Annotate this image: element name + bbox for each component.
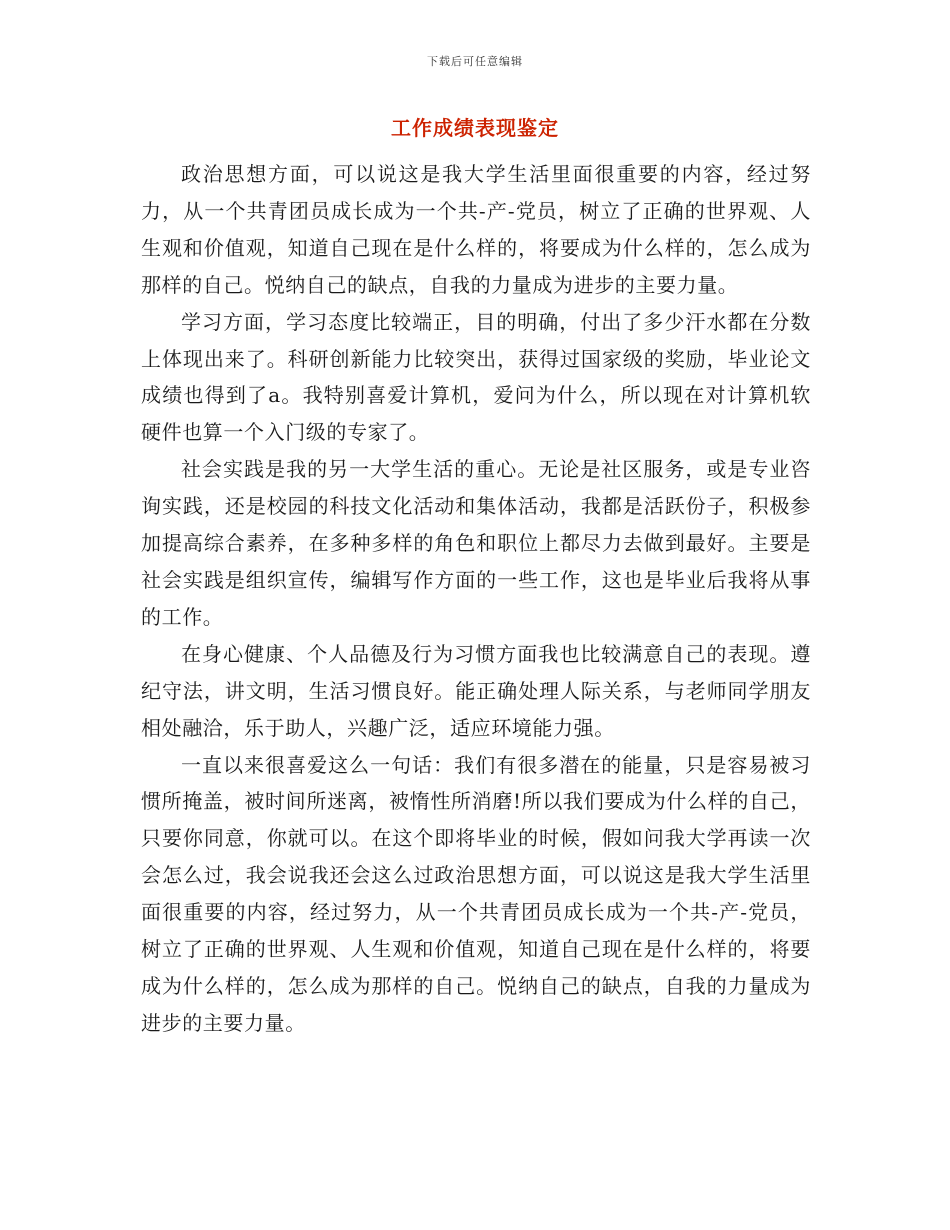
paragraph-social-practice: 社会实践是我的另一大学生活的重心。无论是社区服务，或是专业咨询实践，还是校园的科技文化活动和集体活动，我都是活跃份子，积极参加提高综合素养，在多种多样的角色和职位上都尽力去做到最好。主要是社会实践是组织宣传，编辑写作方面的一些工作，这也是毕业后我将从事的工作。: [141, 457, 811, 629]
document-body: [141, 156, 811, 1042]
page-title: 工作成绩表现鉴定: [391, 116, 559, 140]
paragraph-health-character: 在身心健康、个人品德及行为习惯方面我也比较满意自己的表现。遵纪守法，讲文明，生活习惯良好。能正确处理人际关系，与老师同学朋友相处融洽，乐于助人，兴趣广泛，适应环境能力强。: [141, 641, 811, 740]
paragraph-political: 政治思想方面，可以说这是我大学生活里面很重要的内容，经过努力，从一个共青团员成长成为一个共-产-党员，树立了正确的世界观、人生观和价值观，知道自己现在是什么样的，将要成为什么样的，怎么成为那样的自己。悦纳自己的缺点，自我的力量成为进步的主要力量。: [141, 162, 811, 297]
paragraph-study: 学习方面，学习态度比较端正，目的明确，付出了多少汗水都在分数上体现出来了。科研创新能力比较突出，获得过国家级的奖励，毕业论文成绩也得到了a。我特别喜爱计算机，爱问为什么，所以现在对计算机软硬件也算一个入门级的专家了。: [141, 309, 811, 445]
header-note: 下载后可任意编辑: [427, 55, 523, 68]
paragraph-motto: 一直以来很喜爱这么一句话：我们有很多潜在的能量，只是容易被习惯所掩盖，被时间所迷离，被惰性所消磨!所以我们要成为什么样的自己，只要你同意，你就可以。在这个即将毕业的时候，假如问我大学再读一次会怎么过，我会说我还会这么过政治思想方面，可以说这是我大学生活里面很重要的内容，经过努力，从一个共青团员成长成为一个共-产-党员，树立了正确的世界观、人生观和价值观，知道自己现在是什么样的，将要成为什么样的，怎么成为那样的自己。悦纳自己的缺点，自我的力量成为进步的主要力量。: [141, 752, 811, 1035]
